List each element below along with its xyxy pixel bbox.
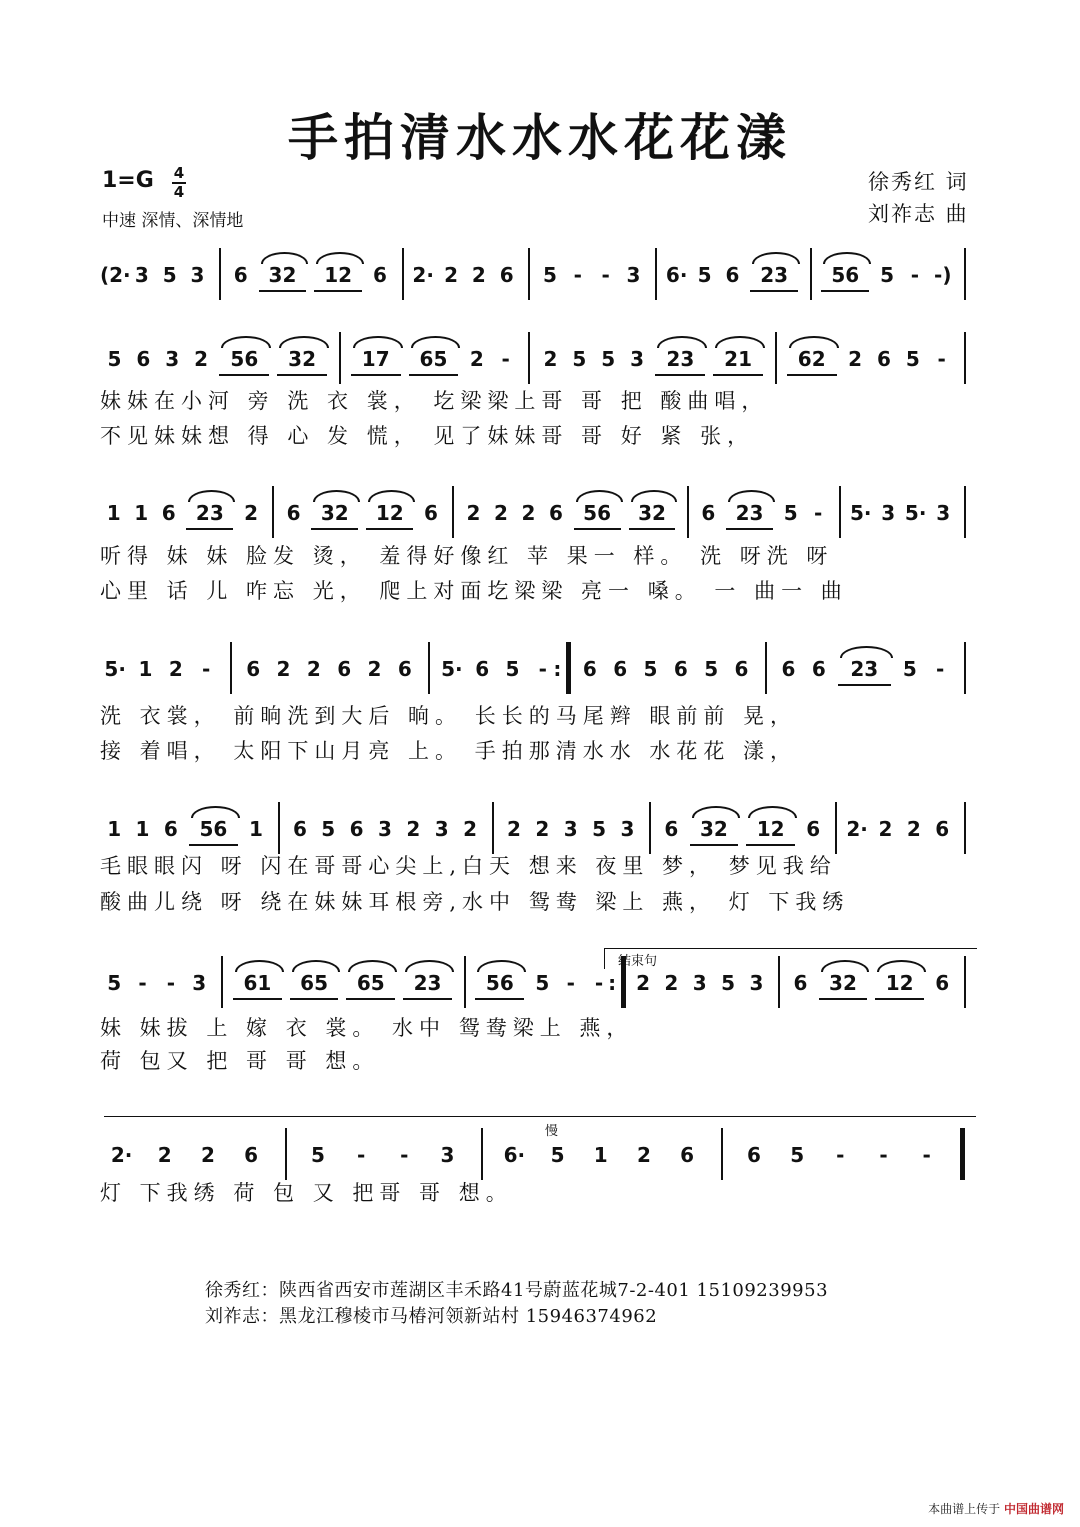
- barline: [964, 248, 966, 300]
- lyric-line: 酸曲儿绕 呀 绕在妹妹耳根旁,水中 鸳鸯 梁上 燕， 灯 下我绣: [100, 890, 850, 914]
- page-title: 手拍清水水水花花漾: [288, 108, 792, 167]
- note: 12: [756, 817, 785, 841]
- note: 2: [463, 817, 477, 841]
- barline: [964, 486, 966, 538]
- note: 5·: [441, 657, 463, 681]
- note: 65: [356, 971, 385, 995]
- beam-underline: [259, 290, 307, 292]
- beam-underline: [821, 290, 869, 292]
- note: 23: [760, 263, 789, 287]
- note: 5·: [904, 501, 927, 525]
- note: 23: [666, 347, 695, 371]
- contact-composer: 刘祚志：黑龙江穆棱市马椿河领新站村 15946374962: [205, 1306, 658, 1327]
- lyric-line: 听得 妹 妹 脸发 烫， 羞得好像红 苹 果一 样。 洗 呀洗 呀: [100, 544, 834, 568]
- sustain-dash: -: [400, 1143, 409, 1167]
- note: 3: [936, 501, 951, 525]
- sustain-dash: -: [836, 1143, 845, 1167]
- sustain-dash: -: [357, 1143, 366, 1167]
- note: 6: [680, 1143, 695, 1167]
- note: 1: [106, 501, 121, 525]
- slur: [292, 960, 341, 972]
- note: 3: [378, 817, 392, 841]
- beam-underline: [655, 374, 705, 376]
- barline: [775, 332, 777, 384]
- note: 5: [902, 657, 917, 681]
- slow-marking: 慢: [545, 1124, 559, 1139]
- ending-bracket: [604, 948, 977, 969]
- note: 2·: [110, 1143, 133, 1167]
- note: 3: [881, 501, 896, 525]
- tempo-line: [104, 1116, 976, 1137]
- note: 6: [292, 817, 307, 841]
- note: 6: [548, 501, 563, 525]
- note: 1: [138, 657, 153, 681]
- barline: [339, 332, 341, 384]
- slur: [477, 960, 526, 972]
- note: 6: [673, 657, 688, 681]
- beam-underline: [219, 374, 269, 376]
- beam-underline: [189, 844, 238, 846]
- lyric-line: 毛眼眼闪 呀 闪在哥哥心尖上,白天 想来 夜里 梦， 梦见我给: [100, 854, 837, 878]
- time-signature-top: 4: [173, 164, 185, 182]
- note: 2: [194, 347, 208, 371]
- note: 1: [134, 501, 149, 525]
- note: 6: [337, 657, 352, 681]
- note: 2: [494, 501, 508, 525]
- note: 6: [664, 817, 679, 841]
- note: 6: [163, 817, 178, 841]
- note: 2: [636, 971, 650, 995]
- lyric-line: 心里 话 儿 咋忘 光， 爬上对面圪梁梁 亮一 嗓。 一 曲一 曲: [100, 579, 848, 603]
- notation-line: [100, 262, 980, 292]
- note: 2: [466, 501, 481, 525]
- slur: [188, 490, 235, 502]
- slur: [576, 490, 623, 502]
- composer-credit: 刘祚志 曲: [868, 202, 969, 226]
- note: 3: [563, 817, 578, 841]
- note: 12: [885, 971, 914, 995]
- note: 2: [168, 657, 183, 681]
- note: 5·: [850, 501, 872, 525]
- slur: [748, 806, 797, 818]
- note: 6: [876, 347, 891, 371]
- note: 12: [324, 263, 353, 287]
- beam-underline: [713, 374, 763, 376]
- notation-line: [100, 1142, 980, 1172]
- slur: [631, 490, 678, 502]
- beam-underline: [875, 998, 924, 1000]
- beam-underline: [629, 528, 676, 530]
- note: 32: [288, 347, 317, 371]
- note: 2: [406, 817, 421, 841]
- footer-site-logo: 中国曲谱网: [1003, 1502, 1064, 1516]
- barline: [655, 248, 657, 300]
- note: 6: [244, 1143, 259, 1167]
- note: 32: [829, 971, 857, 995]
- note: (2·: [100, 263, 131, 287]
- lyric-line: 荷 包又 把 哥 哥 想。: [100, 1049, 380, 1073]
- barline: [964, 802, 966, 854]
- barline: [649, 802, 651, 854]
- note: 5: [107, 971, 122, 995]
- note: 6: [725, 263, 740, 287]
- barline: [230, 642, 232, 694]
- note: 5: [783, 501, 798, 525]
- barline: [272, 486, 274, 538]
- sustain-dash: -: [910, 263, 920, 287]
- beam-underline: [475, 998, 524, 1000]
- note: 1: [135, 817, 150, 841]
- note: 3: [192, 971, 207, 995]
- barline: [839, 486, 841, 538]
- sustain-dash: -: [201, 657, 211, 681]
- beam-underline: [409, 374, 459, 376]
- note: 6: [475, 657, 490, 681]
- sustain-dash: -: [166, 971, 176, 995]
- note: 5: [535, 971, 550, 995]
- note: 6: [499, 263, 514, 287]
- slur: [715, 336, 765, 348]
- note: 1: [593, 1143, 608, 1167]
- lyric-line: 妹妹在小河 旁 洗 衣 裳， 圪梁梁上哥 哥 把 酸曲唱，: [100, 389, 769, 413]
- contact-lyricist: 徐秀红：陕西省西安市莲湖区丰禾路41号蔚蓝花城7-2-401 15109239953: [205, 1280, 829, 1301]
- sustain-dash: -: [566, 971, 575, 995]
- footer-text: 本曲谱上传于: [928, 1502, 1001, 1516]
- slur: [823, 252, 871, 264]
- note: 3: [620, 817, 635, 841]
- notation-line: [100, 816, 980, 846]
- note: 1: [248, 817, 263, 841]
- beam-underline: [346, 998, 395, 1000]
- barline: [492, 802, 494, 854]
- slur: [313, 490, 360, 502]
- note: 23: [413, 971, 442, 995]
- note: 2: [664, 971, 679, 995]
- lyric-line: 接 着唱， 太阳下山月亮 上。 手拍那清水水 水花花 漾，: [100, 739, 798, 763]
- sustain-dash: -: [814, 501, 823, 525]
- note: 5: [107, 347, 122, 371]
- sustain-dash: -: [935, 657, 945, 681]
- beam-underline: [366, 528, 413, 530]
- note: 6: [793, 971, 808, 995]
- note: 6: [582, 657, 597, 681]
- beam-underline: [726, 528, 773, 530]
- slur: [789, 336, 839, 348]
- slur: [221, 336, 271, 348]
- lyric-line: 灯 下我绣 荷 包 又 把哥 哥 想。: [100, 1181, 513, 1205]
- note: 6: [613, 657, 628, 681]
- note: 2: [636, 1143, 651, 1167]
- note: 56: [230, 347, 259, 371]
- note: 23: [195, 501, 224, 525]
- note: 61: [243, 971, 272, 995]
- note: 2: [543, 347, 558, 371]
- note: 2: [906, 817, 921, 841]
- barline: [964, 642, 966, 694]
- note: 2: [507, 817, 521, 841]
- sustain-dash: -: [501, 347, 510, 371]
- barline: [219, 248, 221, 300]
- sustain-dash: -: [601, 263, 610, 287]
- note: 2: [367, 657, 382, 681]
- repeat-sign: :: [608, 971, 617, 995]
- time-signature-bottom: 4: [173, 183, 185, 201]
- note: 6: [811, 657, 826, 681]
- note: 2: [521, 501, 536, 525]
- note: 5: [550, 1143, 565, 1167]
- note: 2: [306, 657, 321, 681]
- lyricist-credit: 徐秀红 词: [868, 170, 969, 194]
- barline: [566, 642, 571, 694]
- sustain-dash: -: [573, 263, 582, 287]
- beam-underline: [314, 290, 362, 292]
- note: 32: [320, 501, 349, 525]
- note: 2: [200, 1143, 215, 1167]
- note: 3: [692, 971, 707, 995]
- note: 56: [831, 263, 860, 287]
- beam-underline: [233, 998, 282, 1000]
- note: 6: [701, 501, 716, 525]
- note: 3: [749, 971, 764, 995]
- note: 6: [233, 263, 248, 287]
- slur: [353, 336, 403, 348]
- barline: [964, 332, 966, 384]
- beam-underline: [787, 374, 837, 376]
- note: 5: [162, 263, 177, 287]
- note: 2: [276, 657, 291, 681]
- barline: [765, 642, 767, 694]
- note: 2: [444, 263, 458, 287]
- note: 5: [321, 817, 336, 841]
- sustain-dash: -: [922, 1143, 931, 1167]
- barline: [687, 486, 689, 538]
- note: 5: [697, 263, 712, 287]
- note: 56: [485, 971, 514, 995]
- slur: [728, 490, 775, 502]
- note: 2: [535, 817, 550, 841]
- note: 32: [700, 817, 728, 841]
- note: 6: [349, 817, 364, 841]
- note: 2: [469, 347, 484, 371]
- note: 5: [601, 347, 616, 371]
- note: 65: [300, 971, 328, 995]
- note: 5: [505, 657, 520, 681]
- slur: [279, 336, 329, 348]
- note: 6: [747, 1143, 761, 1167]
- note: 3: [626, 263, 641, 287]
- lyric-line: 洗 衣裳， 前晌洗到大后 晌。 长长的马尾辫 眼前前 晃，: [100, 704, 798, 728]
- beam-underline: [838, 684, 891, 686]
- note: 5: [572, 347, 587, 371]
- note: 56: [583, 501, 612, 525]
- note: 2: [471, 263, 486, 287]
- note: 2: [157, 1143, 172, 1167]
- note: 6: [423, 501, 438, 525]
- beam-underline: [277, 374, 327, 376]
- note: 6: [246, 657, 261, 681]
- tempo-marking: 中速 深情、深情地: [102, 211, 244, 231]
- ending-label: 结束句: [618, 954, 658, 969]
- sustain-dash: -: [538, 657, 547, 681]
- barline: [528, 248, 530, 300]
- barline: [452, 486, 454, 538]
- slur: [316, 252, 364, 264]
- barline: [528, 332, 530, 384]
- barline: [464, 956, 466, 1008]
- slur: [840, 646, 893, 658]
- sustain-dash: -: [937, 347, 946, 371]
- note: 5: [880, 263, 894, 287]
- note: 5: [643, 657, 658, 681]
- note: 65: [419, 347, 448, 371]
- slur: [261, 252, 309, 264]
- slur: [348, 960, 397, 972]
- note: 6·: [665, 263, 688, 287]
- note: 6·: [503, 1143, 526, 1167]
- key-signature: 1=G: [102, 168, 154, 193]
- note: 3: [440, 1143, 455, 1167]
- slur: [368, 490, 415, 502]
- beam-underline: [750, 290, 798, 292]
- slur: [191, 806, 240, 818]
- note: 2·: [846, 817, 868, 841]
- slur: [411, 336, 461, 348]
- note: 56: [199, 817, 228, 841]
- barline: [402, 248, 404, 300]
- note: 3: [190, 263, 205, 287]
- note: 3: [134, 263, 149, 287]
- note: 6: [806, 817, 821, 841]
- lyric-line: 不见妹妹想 得 心 发 慌， 见了妹妹哥 哥 好 紧 张，: [100, 424, 755, 448]
- barline: [810, 248, 812, 300]
- note: 32: [638, 501, 666, 525]
- note: 6: [286, 501, 301, 525]
- note: 6: [935, 971, 950, 995]
- sustain-dash: -: [138, 971, 147, 995]
- barline: [428, 642, 430, 694]
- note: 6: [161, 501, 176, 525]
- barline: [221, 956, 223, 1008]
- note: 3: [630, 347, 644, 371]
- note: 23: [850, 657, 879, 681]
- slur: [692, 806, 741, 818]
- note: 62: [797, 347, 826, 371]
- beam-underline: [351, 374, 401, 376]
- note: 6: [397, 657, 412, 681]
- note: 5: [704, 657, 719, 681]
- note: 5: [905, 347, 920, 371]
- note: 5: [790, 1143, 805, 1167]
- note: 21: [724, 347, 753, 371]
- notation-line: [100, 656, 980, 686]
- notation-line: [100, 500, 980, 530]
- footer-note: [928, 1500, 1064, 1517]
- slur: [405, 960, 454, 972]
- beam-underline: [311, 528, 358, 530]
- note: 1: [107, 817, 122, 841]
- lyric-line: 妹 妹拔 上 嫁 衣 裳。 水中 鸳鸯梁上 燕，: [100, 1016, 634, 1040]
- note: -): [934, 263, 952, 287]
- note: 23: [735, 501, 764, 525]
- beam-underline: [403, 998, 452, 1000]
- notation-line: [100, 346, 980, 376]
- note: 5·: [104, 657, 126, 681]
- barline: [835, 802, 837, 854]
- beam-underline: [690, 844, 739, 846]
- note: 32: [268, 263, 297, 287]
- beam-underline: [574, 528, 621, 530]
- note: 6: [373, 263, 387, 287]
- slur: [235, 960, 284, 972]
- note: 6: [734, 657, 749, 681]
- note: 6: [935, 817, 950, 841]
- note: 2: [244, 501, 258, 525]
- beam-underline: [186, 528, 233, 530]
- note: 12: [375, 501, 404, 525]
- note: 5: [592, 817, 607, 841]
- note: 5: [542, 263, 557, 287]
- notation-line: [100, 970, 980, 1000]
- note: 2: [878, 817, 893, 841]
- sustain-dash: -: [879, 1143, 888, 1167]
- beam-underline: [819, 998, 868, 1000]
- time-signature: [172, 166, 186, 200]
- sustain-dash: -: [594, 971, 604, 995]
- barline: [278, 802, 280, 854]
- note: 2·: [412, 263, 434, 287]
- beam-underline: [746, 844, 795, 846]
- note: 2: [848, 347, 862, 371]
- note: 6: [781, 657, 796, 681]
- repeat-sign: :: [553, 657, 562, 681]
- slur: [657, 336, 707, 348]
- note: 17: [361, 347, 390, 371]
- beam-underline: [290, 998, 339, 1000]
- note: 6: [136, 347, 151, 371]
- note: 5: [311, 1143, 325, 1167]
- note: 3: [434, 817, 449, 841]
- note: 5: [721, 971, 736, 995]
- slur: [752, 252, 800, 264]
- note: 3: [165, 347, 180, 371]
